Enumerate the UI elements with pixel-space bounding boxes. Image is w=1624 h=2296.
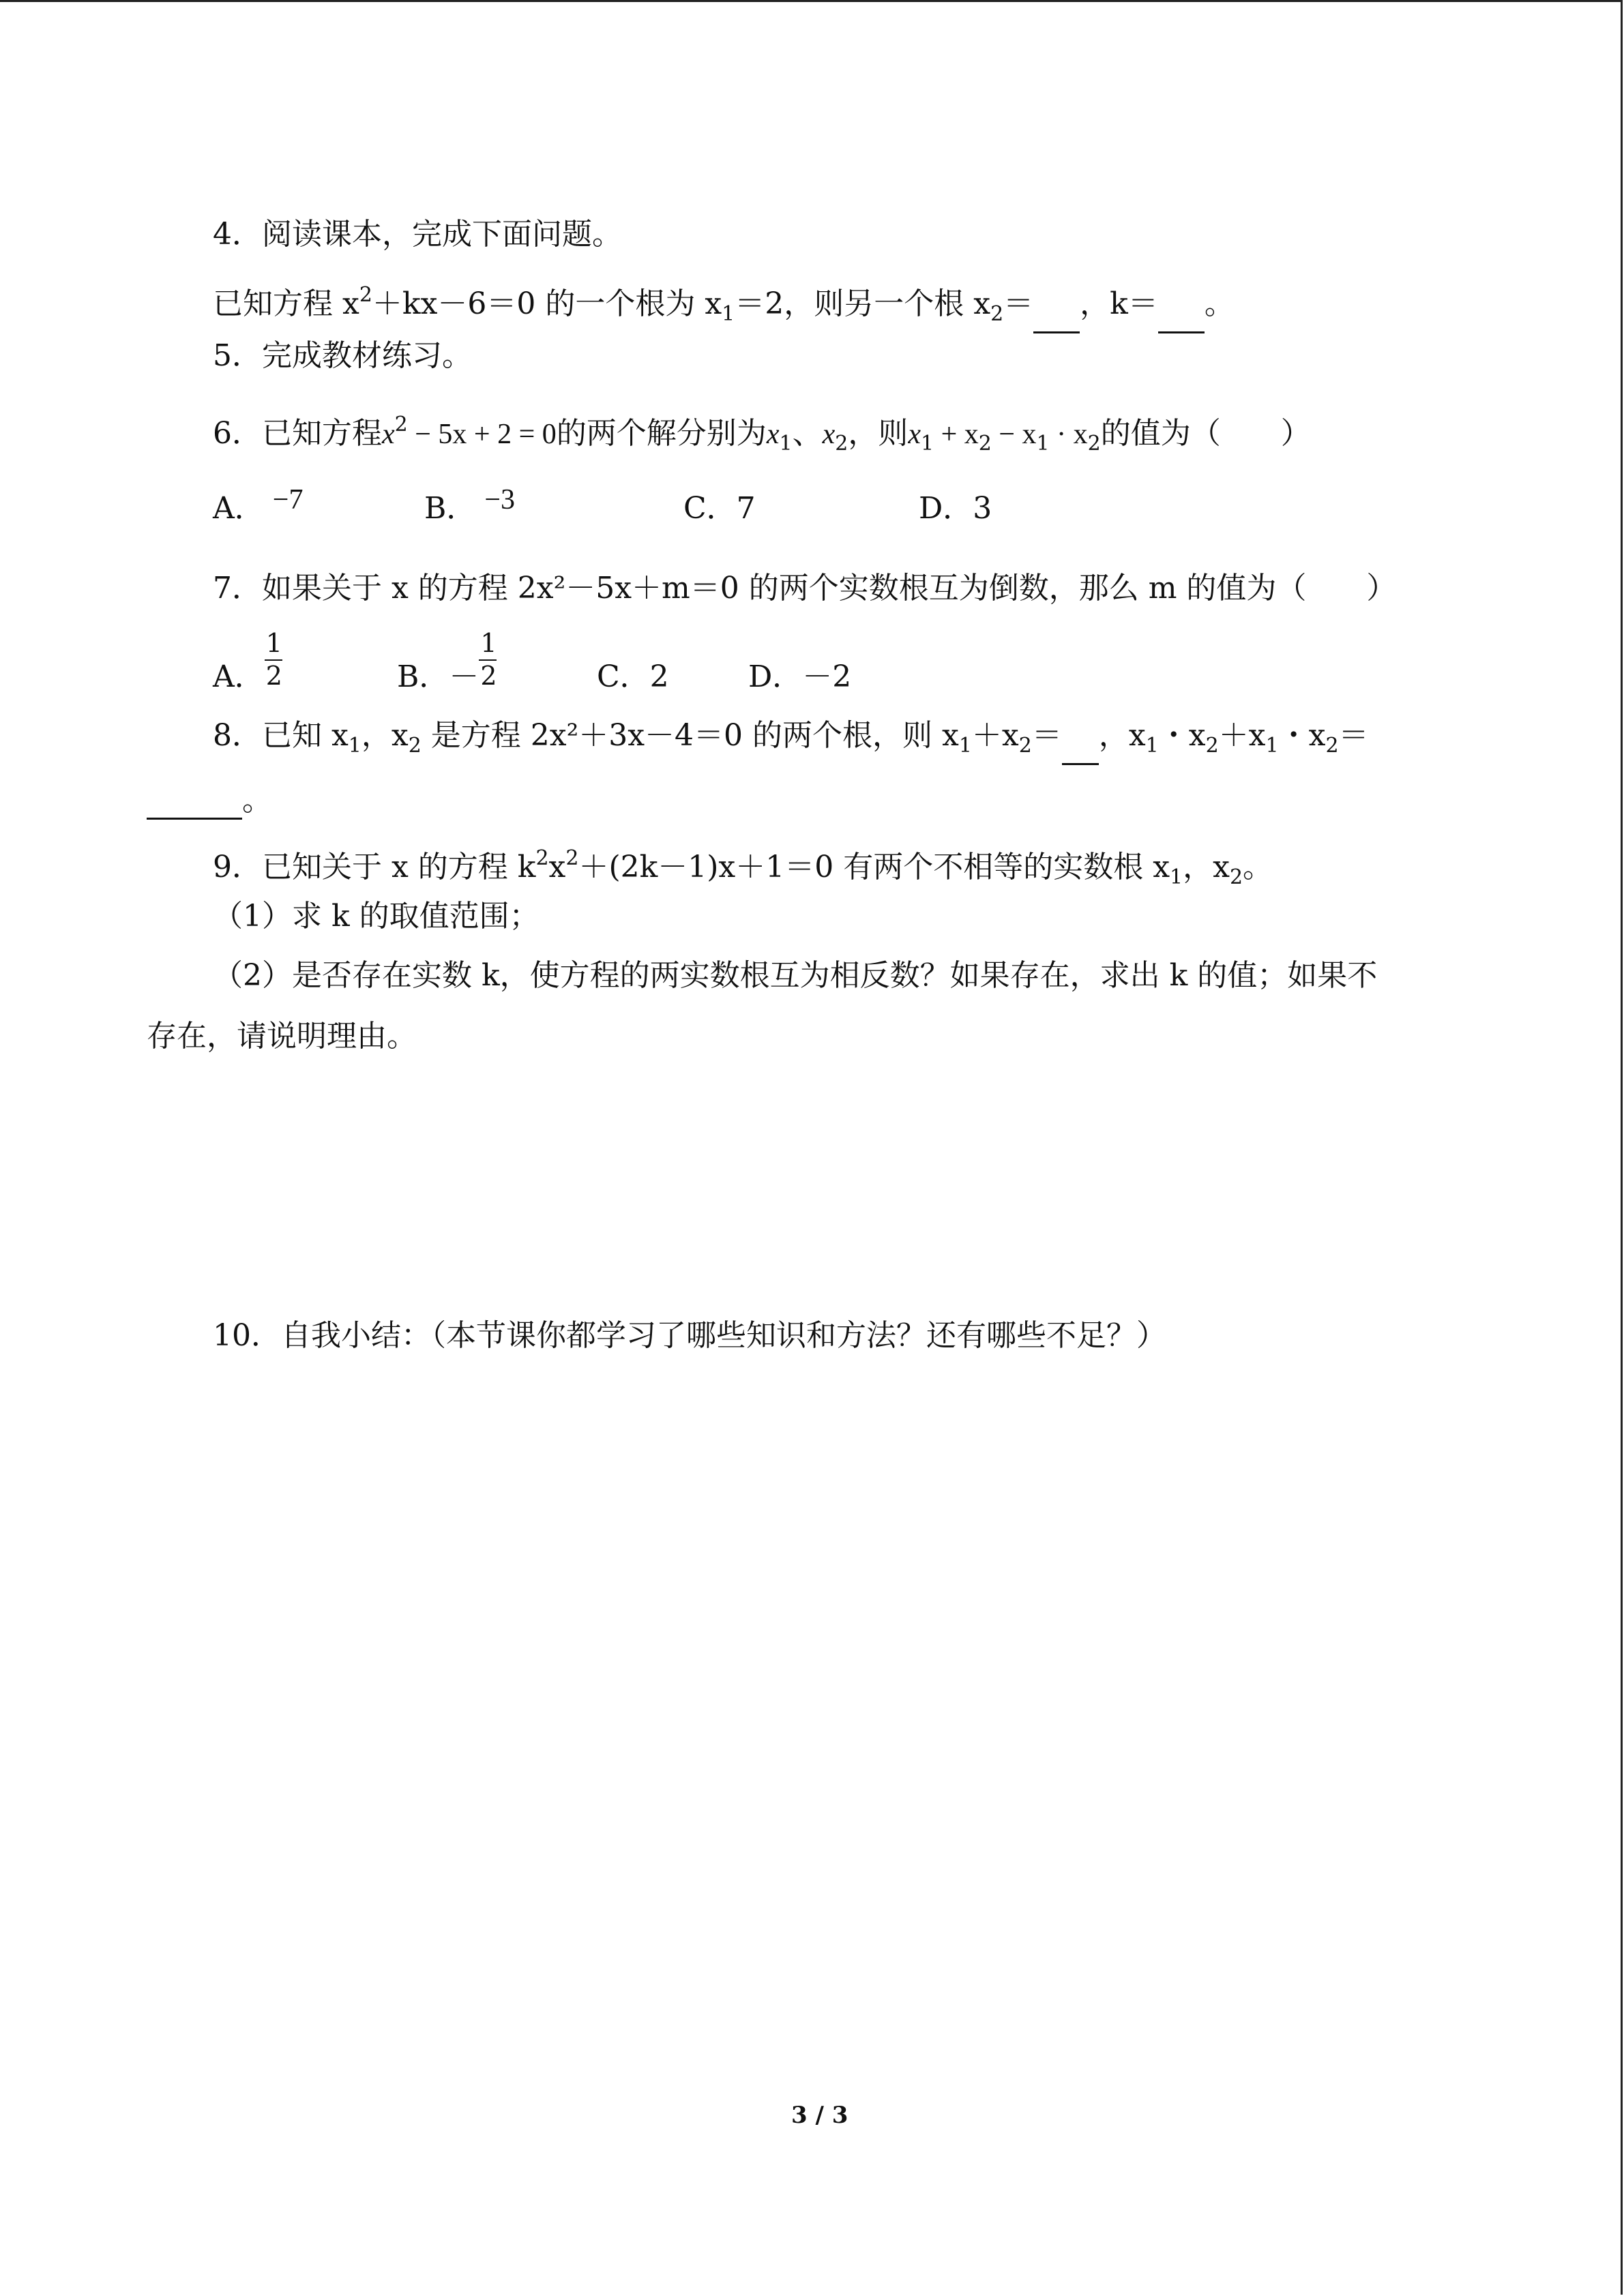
- q9-part1: （1）求 k 的取值范围；: [213, 899, 540, 934]
- q6-option-c[interactable]: C．7: [683, 491, 756, 526]
- q6-question: 6．已知方程$x^2 - 5x + 2 = 0$的两个解分别为$x_1$、$x_2$，则$x_1 + x_2 - x_1 \cdot x_2$的值为（ ）: [213, 413, 1311, 456]
- q4-blank-k[interactable]: [1158, 300, 1205, 333]
- q4-title: 4．阅读课本，完成下面问题。: [213, 217, 622, 252]
- q5-line: 5．完成教材练习。: [213, 338, 472, 373]
- fraction-half: $\frac{1}{2}$: [480, 628, 497, 691]
- q10-line: 10．自我小结：（本节课你都学习了哪些知识和方法？还有哪些不足？）: [213, 1318, 1166, 1353]
- q7-option-a[interactable]: A． $\frac{1}{2}$: [213, 658, 282, 696]
- q6-option-a[interactable]: A． −7: [213, 484, 304, 526]
- q8-question: 8．已知 $x_1$，$x_2$ 是方程 2x²＋3x－4＝0 的两个根，则 $x_1+x_2=$ ，$x_1$・$x_2+x_1$・$x_2=$: [213, 717, 1369, 765]
- q4-problem: 已知方程 $x^2+kx-6=0$ 的一个根为 $x_1=2$，则另一个根 $x_2=$ ，k＝ 。: [213, 276, 1235, 333]
- q7-option-b[interactable]: B．－ $\frac{1}{2}$: [397, 658, 497, 696]
- q6-option-d[interactable]: D．3: [919, 491, 992, 526]
- fraction-half: $\frac{1}{2}$: [265, 628, 282, 691]
- q9-question: 9．已知关于 x 的方程 $k^2x^2+(2k-1)x+1=0$ 有两个不相等的实数根 $x_1$，$x_2$。: [213, 846, 1273, 889]
- q8-answer-line: 。: [147, 781, 272, 820]
- page-number: 3 / 3: [791, 2102, 848, 2129]
- q6-option-b[interactable]: B． −3: [424, 484, 516, 526]
- q7-question: 7．如果关于 x 的方程 2x²－5x＋m＝0 的两个实数根互为倒数，那么 m 的值为（ ）: [213, 571, 1397, 606]
- q7-option-c[interactable]: C．2: [597, 659, 669, 694]
- q9-part2-cont: 存在，请说明理由。: [147, 1019, 417, 1054]
- q4-blank-x2[interactable]: [1033, 300, 1080, 333]
- q7-option-d[interactable]: D．－2: [748, 659, 852, 694]
- q8-blank-product[interactable]: [147, 786, 242, 820]
- q8-blank-sum[interactable]: [1062, 732, 1099, 765]
- q9-part2: （2）是否存在实数 k，使方程的两实数根互为相反数？如果存在，求出 k 的值；如果不: [213, 958, 1378, 993]
